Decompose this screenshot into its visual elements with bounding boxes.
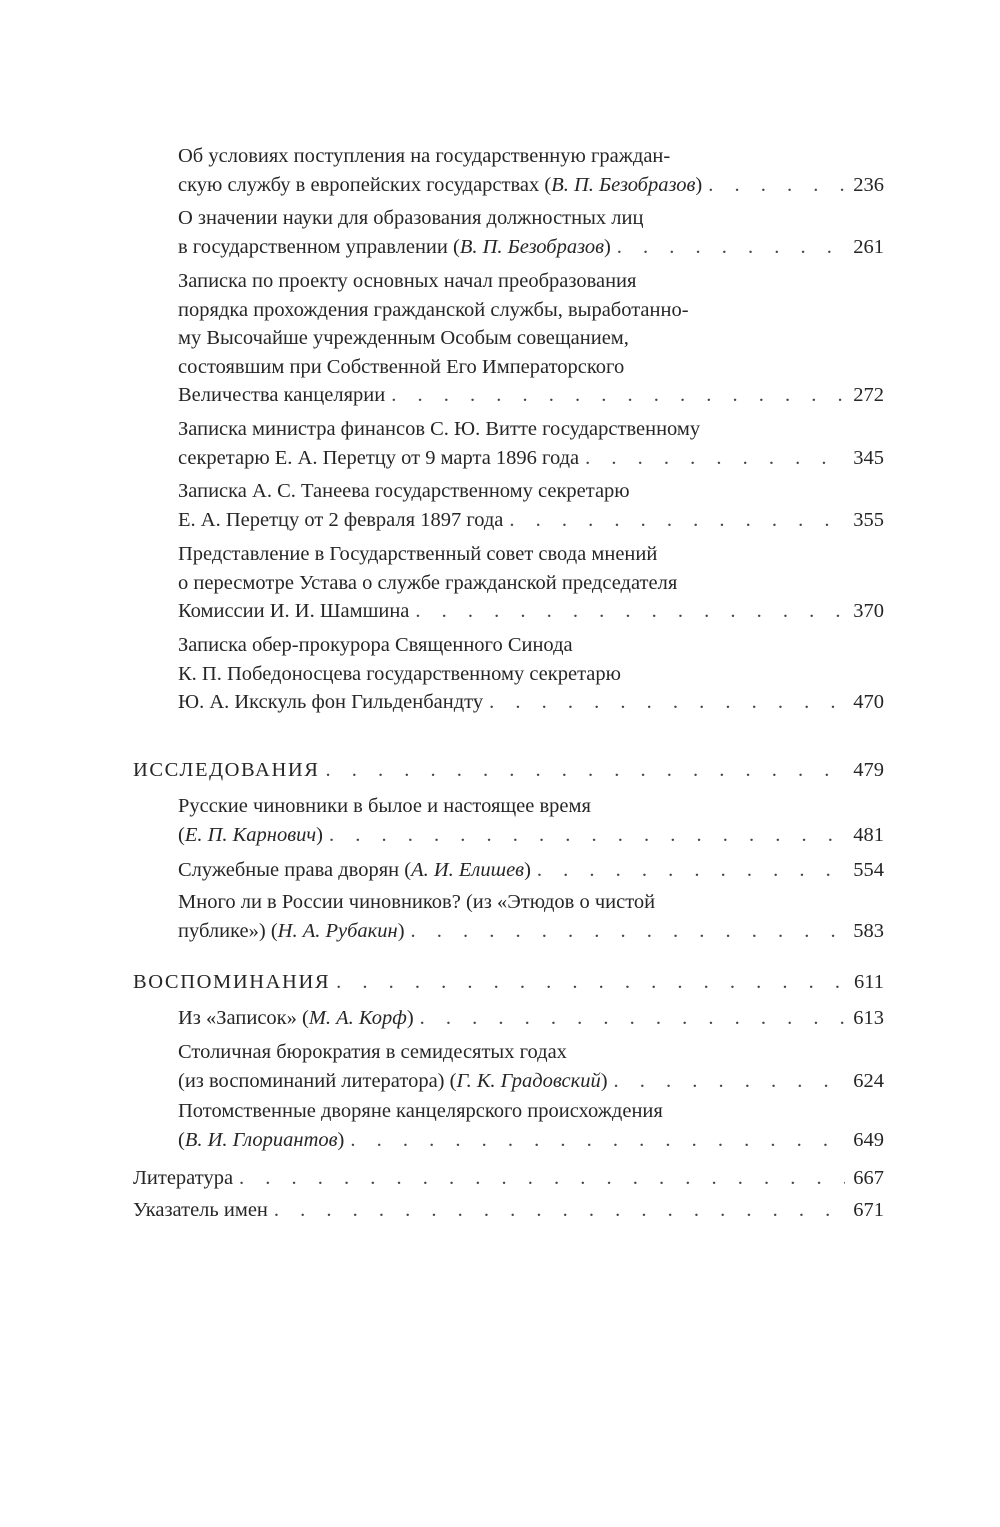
page-number: 236 xyxy=(853,173,884,196)
entry-text: Ю. А. Икскуль фон Гильденбандту xyxy=(178,691,484,713)
entry-text: Записка обер-прокурора Священного Синода xyxy=(178,634,573,656)
toc-entry[interactable] xyxy=(178,415,884,472)
toc-entry-name-index[interactable] xyxy=(133,1196,884,1225)
dot-leader xyxy=(617,233,845,262)
dot-leader xyxy=(336,968,846,997)
entry-text: Потомственные дворяне канцелярского происхождения xyxy=(178,1100,663,1122)
entry-text: ) xyxy=(316,823,323,846)
dot-leader xyxy=(614,1067,846,1096)
toc-entry[interactable] xyxy=(178,631,884,717)
entry-text: публике») ( xyxy=(178,919,278,942)
entry-author: А. И. Елишев xyxy=(411,859,525,881)
entry-text: Е. А. Перетцу от 2 февраля 1897 года xyxy=(178,508,504,531)
section-heading-research[interactable] xyxy=(133,756,884,785)
entry-text: Русские чиновники в былое и настоящее время xyxy=(178,795,591,817)
entry-text: ) xyxy=(406,1007,414,1029)
dot-leader xyxy=(509,506,845,535)
entry-text: Много ли в России чиновников? (из «Этюдов о чистой xyxy=(178,891,656,913)
dot-leader xyxy=(350,1126,845,1155)
entry-text: Комиссии И. И. Шамшина xyxy=(178,600,410,622)
entry-text: порядка прохождения гражданской службы, выработанно- xyxy=(178,298,689,321)
dot-leader xyxy=(239,1164,845,1193)
entry-text: Служебные права дворян ( xyxy=(178,859,412,881)
entry-text: Представление в Государственный совет свода мнений xyxy=(178,543,658,565)
section-title: ВОСПОМИНАНИЯ xyxy=(133,971,331,993)
entry-text: Записка министра финансов С. Ю. Витте государственному xyxy=(178,418,701,440)
dot-leader xyxy=(329,821,845,850)
page-number: 261 xyxy=(853,235,884,258)
page-number: 624 xyxy=(853,1069,884,1092)
toc-entry[interactable] xyxy=(178,477,884,534)
toc-entry[interactable] xyxy=(178,540,884,626)
entry-text: ) xyxy=(695,173,703,196)
page-number: 583 xyxy=(853,919,884,942)
toc-entry[interactable] xyxy=(178,142,884,199)
dot-leader xyxy=(326,756,846,785)
dot-leader xyxy=(708,171,845,200)
entry-text: ) xyxy=(524,859,531,881)
entry-text: Литература xyxy=(133,1167,234,1189)
toc-entry[interactable] xyxy=(178,1004,884,1033)
page-number: 370 xyxy=(853,600,884,622)
entry-text: Указатель имен xyxy=(133,1199,268,1221)
dot-leader xyxy=(391,381,845,410)
entry-text: состоявшим при Собственной Его Императорского xyxy=(178,355,625,378)
page-number: 613 xyxy=(853,1007,884,1029)
page-number: 479 xyxy=(853,759,884,781)
toc-entry[interactable] xyxy=(178,1038,884,1095)
toc-entry[interactable] xyxy=(178,888,884,945)
entry-text: Записка А. С. Танеева государственному секретарю xyxy=(178,480,630,502)
entry-text: К. П. Победоносцева государственному секретарю xyxy=(178,662,621,685)
entry-text: ( xyxy=(178,1128,185,1151)
entry-text: Столичная бюрократия в семидесятых годах xyxy=(178,1041,567,1063)
section-heading-memoirs[interactable] xyxy=(133,968,884,997)
entry-text: Об условиях поступления на государственную граждан- xyxy=(178,145,671,167)
page-number: 345 xyxy=(853,446,884,469)
entry-text: секретарю Е. А. Перетцу от 9 марта 1896 года xyxy=(178,446,580,469)
toc-entry[interactable] xyxy=(178,792,884,849)
page-number: 667 xyxy=(853,1167,884,1189)
toc-entry-literature[interactable] xyxy=(133,1164,884,1193)
entry-text: ( xyxy=(178,823,185,846)
entry-author: Н. А. Рубакин xyxy=(277,919,398,942)
page-number: 272 xyxy=(853,384,884,406)
toc-entry[interactable] xyxy=(178,204,884,261)
entry-text: о пересмотре Устава о службе гражданской председателя xyxy=(178,571,678,594)
entry-author: В. П. Безобразов xyxy=(551,173,696,196)
entry-text: Величества канцелярии xyxy=(178,384,386,406)
dot-leader xyxy=(537,856,845,885)
entry-text: ) xyxy=(603,235,611,258)
toc-entry[interactable] xyxy=(178,856,884,885)
toc-entry[interactable] xyxy=(178,267,884,410)
entry-text: му Высочайше учрежденным Особым совещанием, xyxy=(178,327,629,349)
entry-text: скую службу в европейских государствах ( xyxy=(178,173,552,196)
dot-leader xyxy=(411,917,846,946)
entry-text: в государственном управлении ( xyxy=(178,235,460,258)
page-number: 554 xyxy=(853,859,884,881)
entry-text: Записка по проекту основных начал преобразования xyxy=(178,270,637,292)
entry-text: ) xyxy=(397,919,405,942)
page-number: 649 xyxy=(853,1128,884,1151)
dot-leader xyxy=(274,1196,845,1225)
page-number: 481 xyxy=(853,823,884,846)
entry-author: В. П. Безобразов xyxy=(459,235,604,258)
entry-text: ) xyxy=(337,1128,345,1151)
section-title: ИССЛЕДОВАНИЯ xyxy=(133,759,320,781)
dot-leader xyxy=(489,688,845,717)
dot-leader xyxy=(415,597,845,626)
page-number: 355 xyxy=(853,508,884,531)
entry-text: ) xyxy=(600,1069,608,1092)
dot-leader xyxy=(420,1004,846,1033)
page-number: 671 xyxy=(853,1199,884,1221)
entry-text: О значении науки для образования должностных лиц xyxy=(178,207,644,229)
entry-author: В. И. Глориантов xyxy=(184,1128,338,1151)
toc-entry[interactable] xyxy=(178,1097,884,1154)
dot-leader xyxy=(585,444,845,473)
entry-author: Г. К. Градовский xyxy=(456,1069,601,1092)
entry-text: Из «Записок» ( xyxy=(178,1007,309,1029)
entry-author: Е. П. Карнович xyxy=(184,823,317,846)
entry-author: М. А. Корф xyxy=(308,1007,407,1029)
entry-text: (из воспоминаний литератора) ( xyxy=(178,1069,457,1092)
page-number: 611 xyxy=(854,971,884,993)
page-number: 470 xyxy=(853,691,884,713)
